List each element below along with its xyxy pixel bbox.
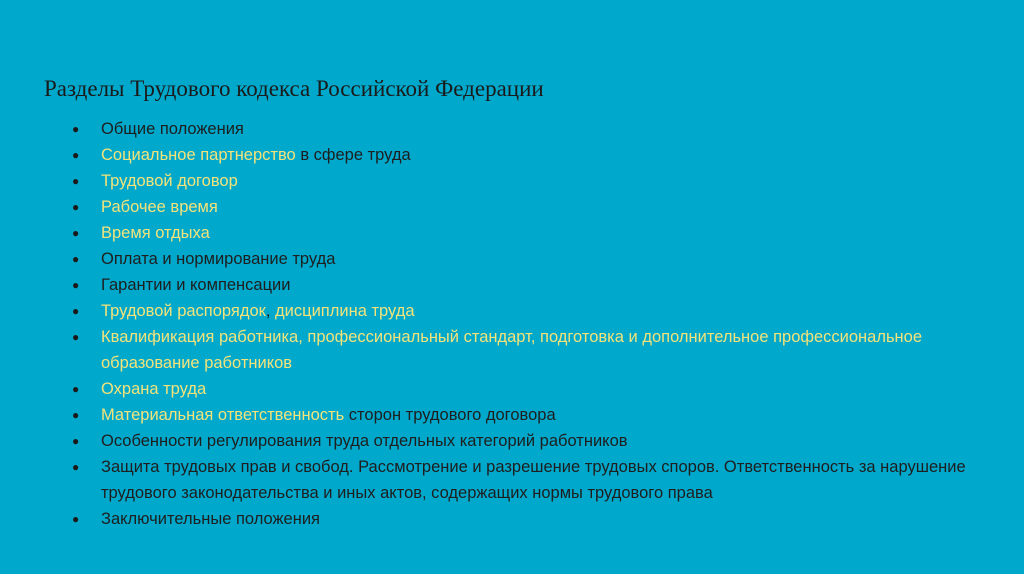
section-link[interactable]: Материальная ответственность <box>101 406 345 424</box>
item-text: в сфере труда <box>295 146 411 164</box>
bullet-icon: ● <box>72 252 80 266</box>
bullet-icon: ● <box>72 122 80 136</box>
list-item <box>72 376 972 402</box>
list-item <box>72 272 972 298</box>
item-text: сторон трудового договора <box>344 406 556 424</box>
section-link[interactable]: Социальное партнерство <box>101 146 296 164</box>
sections-list <box>72 116 972 532</box>
list-item <box>72 324 972 376</box>
bullet-icon: ● <box>72 148 80 162</box>
bullet-icon: ● <box>72 512 80 526</box>
bullet-icon: ● <box>72 460 80 474</box>
section-link[interactable]: Время отдыха <box>101 224 210 242</box>
item-text: Общие положения <box>101 120 244 138</box>
list-item <box>72 246 972 272</box>
bullet-icon: ● <box>72 382 80 396</box>
bullet-icon: ● <box>72 278 80 292</box>
bullet-icon: ● <box>72 226 80 240</box>
list-item <box>72 194 972 220</box>
section-link[interactable]: дисциплина труда <box>275 302 415 320</box>
section-link[interactable]: Трудовой договор <box>101 172 238 190</box>
bullet-icon: ● <box>72 434 80 448</box>
list-item <box>72 506 972 532</box>
bullet-icon: ● <box>72 330 80 344</box>
list-item <box>72 220 972 246</box>
section-link[interactable]: Квалификация работника, профессиональный стандарт, подготовка и дополнительное профессиональное образование работников <box>101 328 923 372</box>
item-text: Защита трудовых прав и свобод. Рассмотрение и разрешение трудовых споров. Ответственность за нарушение трудового законодательства и иных актов, содержащих нормы трудового права <box>101 458 966 502</box>
item-text: , <box>265 302 276 320</box>
list-item <box>72 428 972 454</box>
slide-title: Разделы Трудового кодекса Российской Федерации <box>44 76 544 101</box>
item-text: Оплата и нормирование труда <box>101 250 336 268</box>
list-item <box>72 142 972 168</box>
section-link[interactable]: Охрана труда <box>101 380 207 398</box>
list-item <box>72 454 972 506</box>
bullet-icon: ● <box>72 304 80 318</box>
bullet-icon: ● <box>72 408 80 422</box>
section-link[interactable]: Рабочее время <box>101 198 218 216</box>
list-item <box>72 168 972 194</box>
bullet-icon: ● <box>72 200 80 214</box>
list-item <box>72 298 972 324</box>
item-text: Гарантии и компенсации <box>101 276 291 294</box>
list-item <box>72 402 972 428</box>
bullet-icon: ● <box>72 174 80 188</box>
section-link[interactable]: Трудовой распорядок <box>101 302 266 320</box>
item-text: Особенности регулирования труда отдельных категорий работников <box>101 432 628 450</box>
list-item <box>72 116 972 142</box>
item-text: Заключительные положения <box>101 510 320 528</box>
